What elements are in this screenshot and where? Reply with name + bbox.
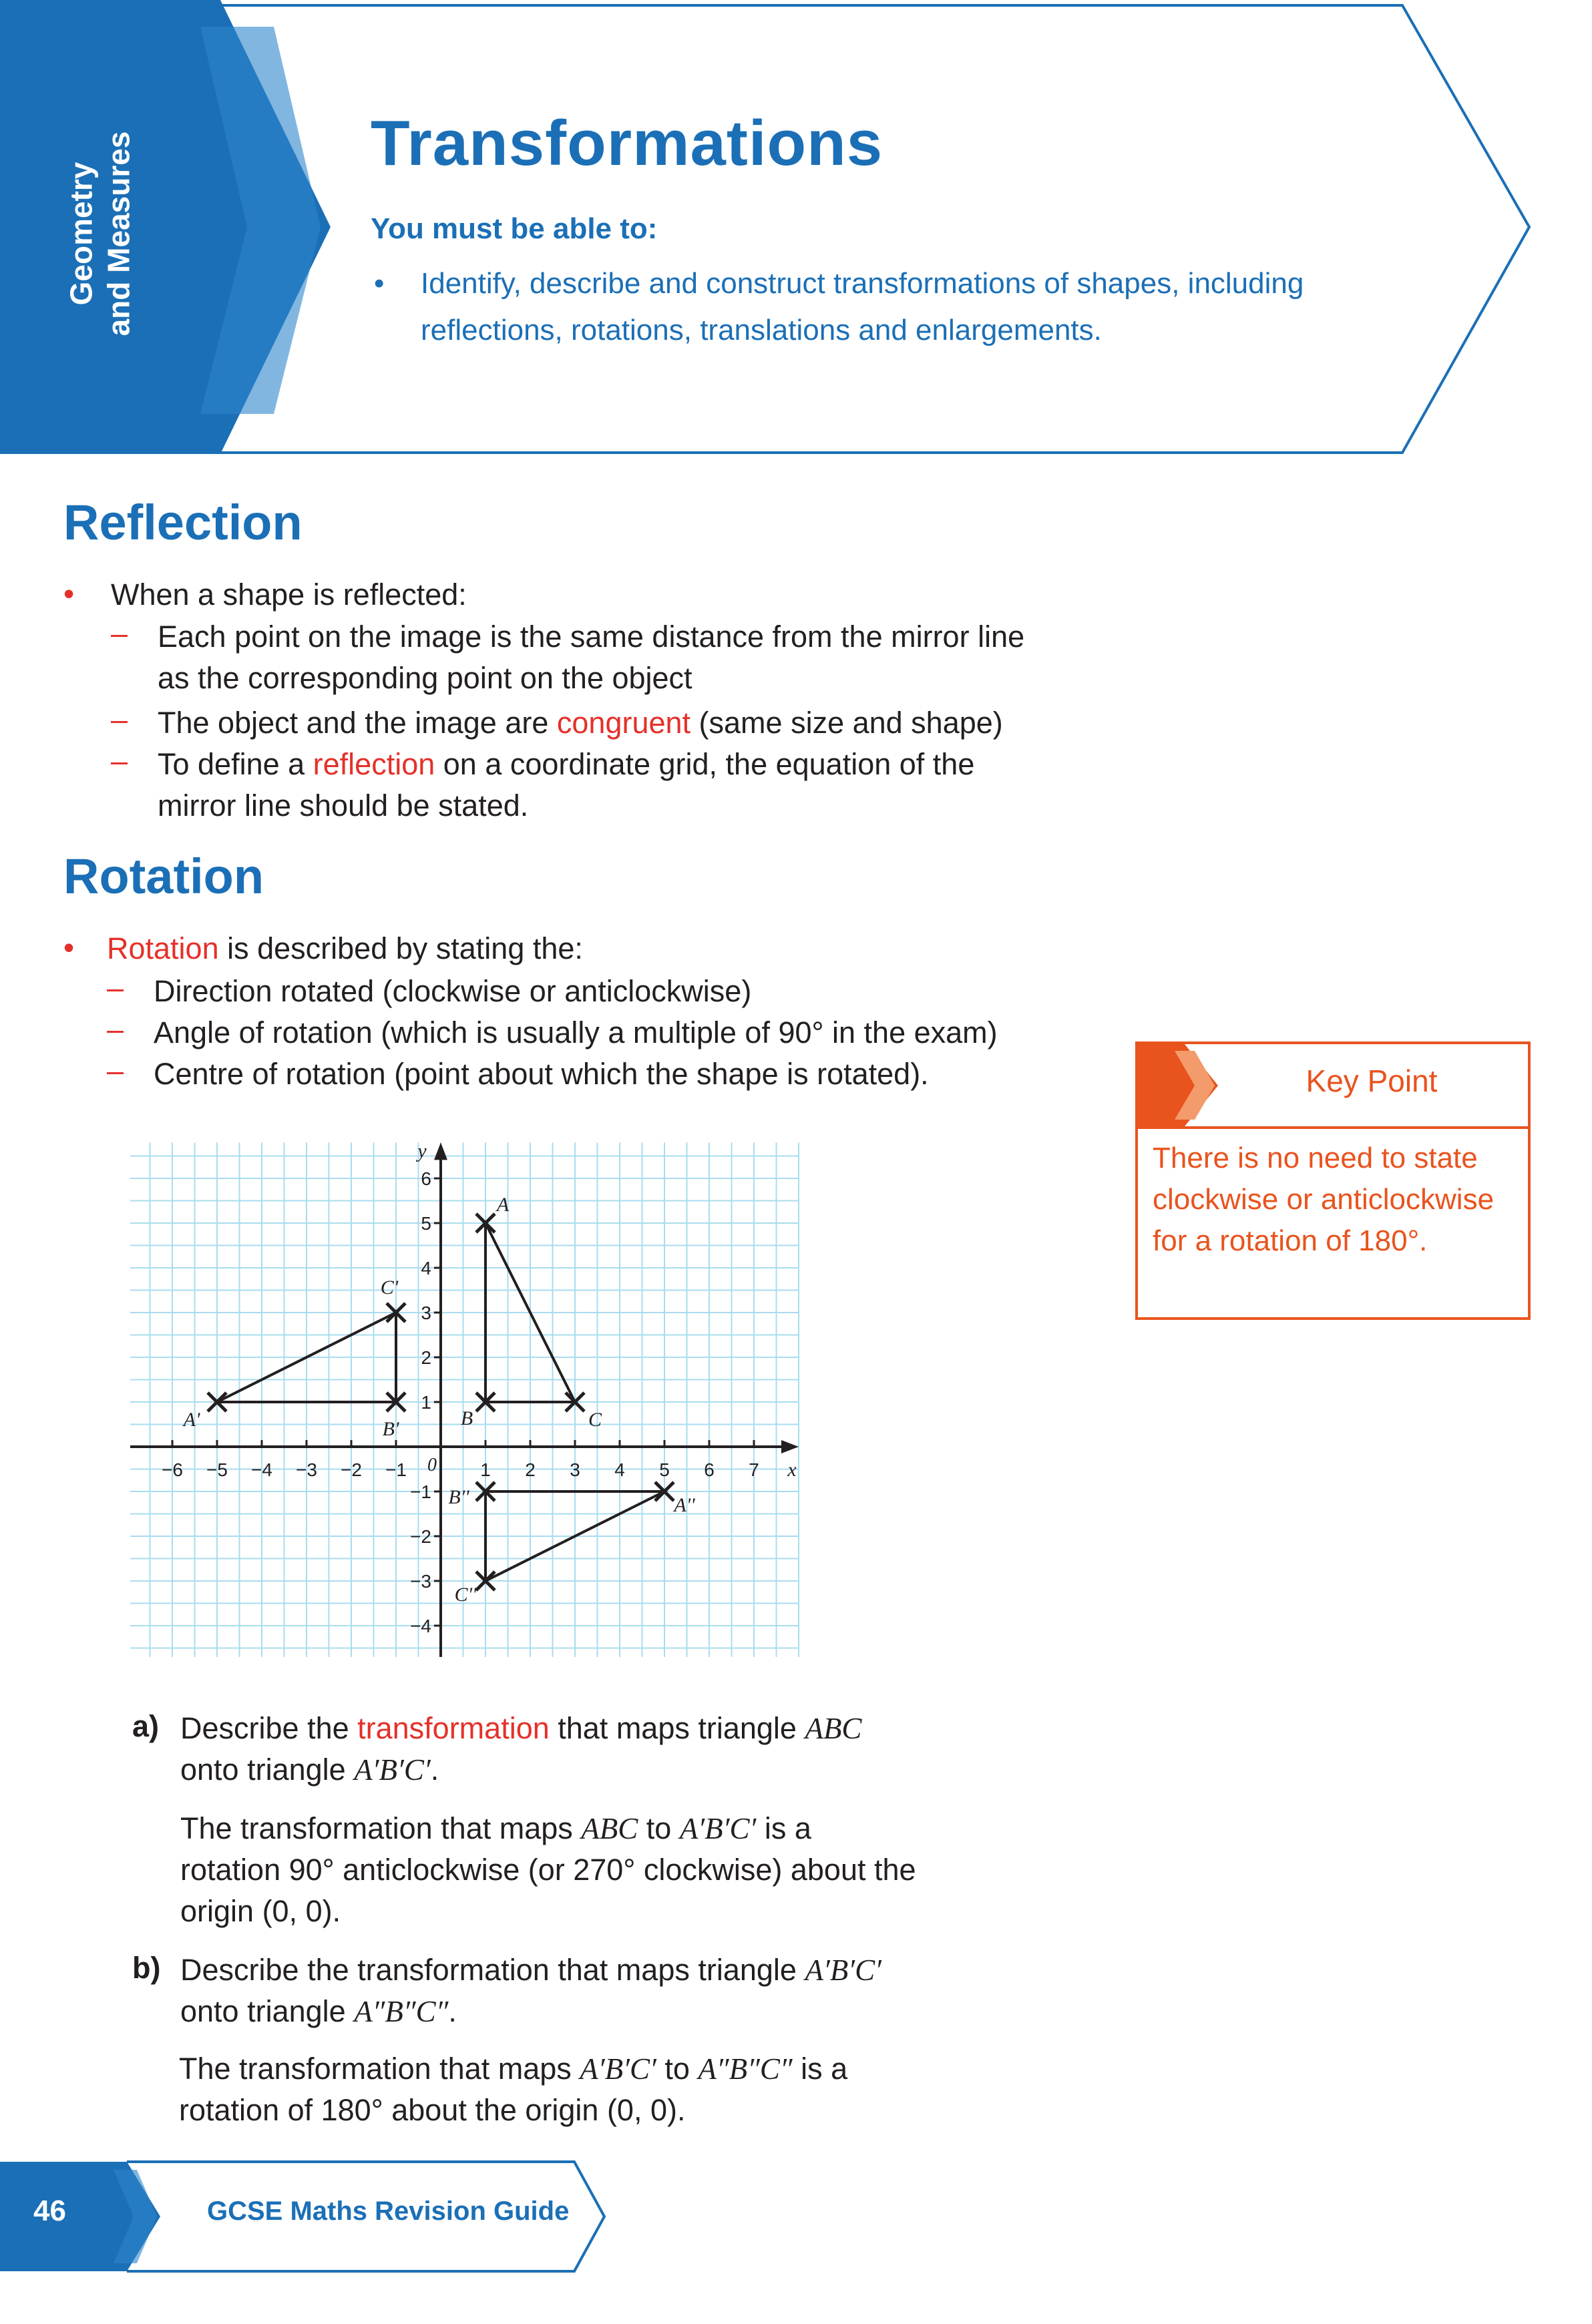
x-tick-label: 6	[704, 1459, 715, 1480]
footer-title: GCSE Maths Revision Guide	[207, 2196, 570, 2226]
key-word-reflection: reflection	[313, 747, 435, 781]
section-tab-line2: and Measures	[101, 131, 136, 336]
question-a	[180, 1708, 1015, 1791]
vertex-label: A''	[674, 1494, 695, 1516]
rotation-intro-text: is described by stating the:	[218, 931, 583, 965]
answer-a-text: The transformation that maps	[180, 1811, 582, 1845]
page-number: 46	[33, 2194, 66, 2227]
vertex-label: B''	[448, 1486, 469, 1508]
rotation-point-1: Direction rotated (clockwise or anticlockwise)	[154, 974, 752, 1008]
answer-a	[180, 1808, 1048, 1932]
key-point-text: There is no need to state clockwise or anticlockwise for a rotation of 180°.	[1153, 1142, 1495, 1257]
key-point-box	[1135, 1041, 1531, 1320]
section-tab	[29, 80, 170, 387]
y-tick-label: −4	[410, 1616, 431, 1636]
answer-b-text: The transformation that maps	[179, 2052, 580, 2086]
answer-b-line2: rotation of 180° about the origin (0, 0).	[179, 2093, 686, 2127]
reflection-point-1: Each point on the image is the same distance from the mirror line as the corresponding point on the object	[158, 620, 1025, 695]
y-tick-label: 1	[421, 1392, 431, 1413]
vertex-label: C'	[380, 1276, 399, 1299]
rotation-heading: Rotation	[63, 849, 264, 904]
y-tick-label: 5	[421, 1213, 431, 1234]
bullet-dot-icon: •	[63, 930, 75, 965]
question-a-onto: onto triangle	[180, 1753, 355, 1787]
dash-icon: –	[107, 971, 124, 1005]
y-tick-label: 4	[421, 1258, 431, 1279]
origin-label: 0	[427, 1455, 437, 1475]
triangle-label: A″B″C″	[354, 1995, 449, 2028]
y-tick-label: 6	[421, 1168, 431, 1189]
answer-b	[179, 2048, 1047, 2131]
dash-icon: –	[111, 616, 128, 650]
y-tick-label: 3	[421, 1303, 431, 1323]
triangle-label: A′B′C′	[354, 1753, 431, 1787]
x-tick-label: 3	[570, 1459, 580, 1480]
y-axis-label: y	[417, 1140, 427, 1162]
answer-b-to: to	[656, 2052, 699, 2086]
reflection-point-2-text: The object and the image are	[158, 706, 557, 740]
answer-a-text-end: is a	[756, 1811, 811, 1845]
x-tick-label: −2	[341, 1459, 362, 1480]
vertex-label: A'	[183, 1409, 200, 1431]
bullet-dot-icon: •	[374, 267, 385, 300]
x-axis-label: x	[787, 1459, 797, 1481]
key-word-transformation: transformation	[357, 1711, 550, 1745]
section-tab-line1: Geometry	[63, 162, 99, 306]
answer-a-line2: rotation 90° anticlockwise (or 270° clockwise) about the	[180, 1853, 916, 1887]
x-tick-label: 2	[525, 1459, 536, 1480]
triangle-label: A′B′C′	[679, 1812, 757, 1845]
question-b	[180, 1949, 1048, 2032]
reflection-intro: When a shape is reflected:	[111, 577, 467, 612]
question-b-label: b)	[132, 1951, 161, 1985]
x-tick-label: 4	[614, 1459, 625, 1480]
key-point-divider	[1138, 1126, 1528, 1129]
answer-a-line1	[180, 1808, 1048, 1849]
reflection-point-2	[158, 702, 1092, 744]
y-tick-label: 2	[421, 1347, 431, 1368]
dash-icon: –	[107, 1012, 124, 1046]
question-a-line1	[180, 1708, 1015, 1749]
x-tick-label: 7	[749, 1459, 759, 1480]
key-point-title: Key Point	[1306, 1064, 1438, 1098]
vertex-label: A	[496, 1194, 510, 1216]
y-axis-arrow-icon	[434, 1142, 447, 1160]
question-b-line1	[180, 1949, 1048, 1991]
reflection-point-3	[158, 744, 1046, 827]
dash-icon: –	[107, 1054, 124, 1088]
triangle-label: A″B″C″	[698, 2052, 793, 2086]
bullet-dot-icon: •	[63, 576, 75, 611]
x-tick-label: −3	[296, 1459, 317, 1480]
x-tick-label: −4	[251, 1459, 272, 1480]
dash-icon: –	[111, 744, 128, 778]
question-a-text-mid: that maps triangle	[549, 1711, 805, 1745]
key-point-arrow-icon	[1138, 1044, 1231, 1126]
reflection-heading: Reflection	[63, 495, 303, 550]
x-tick-label: 1	[480, 1459, 491, 1480]
triangle-label: A′B′C′	[580, 2052, 656, 2086]
x-tick-label: −6	[162, 1459, 183, 1480]
question-b-text: Describe the transformation that maps triangle	[180, 1953, 805, 1987]
dash-icon: –	[111, 702, 128, 736]
question-a-end: .	[430, 1753, 439, 1787]
x-axis-arrow-icon	[781, 1440, 799, 1453]
rotation-point-2: Angle of rotation (which is usually a multiple of 90° in the exam)	[154, 1015, 998, 1050]
vertex-label: B	[460, 1407, 473, 1429]
reflection-point-3-text-end: on a coordinate grid, the equation of the mirror line should be stated.	[158, 747, 975, 823]
answer-a-line3: origin (0, 0).	[180, 1894, 341, 1928]
answer-b-text-end: is a	[792, 2052, 848, 2086]
vertex-label: C''	[454, 1584, 477, 1606]
question-a-text: Describe the	[180, 1711, 358, 1745]
key-word-congruent: congruent	[556, 706, 691, 740]
reflection-point-2-text-end: (same size and shape)	[690, 706, 1003, 740]
objective-text: Identify, describe and construct transformations of shapes, including reflections, rotations, translations and enlargements.	[421, 267, 1304, 346]
triangle-label: ABC	[581, 1812, 638, 1845]
header-band	[0, 0, 1592, 467]
answer-a-to: to	[638, 1811, 680, 1845]
triangle-label: ABC	[805, 1712, 862, 1745]
question-a-label: a)	[132, 1709, 160, 1743]
page-title: Transformations	[371, 107, 883, 179]
question-a-line2	[180, 1749, 1015, 1791]
rotation-graph	[130, 1128, 811, 1676]
rotation-point-3: Centre of rotation (point about which the shape is rotated).	[154, 1057, 929, 1091]
triangle-label: A′B′C′	[805, 1953, 881, 1987]
x-tick-label: −5	[206, 1459, 228, 1480]
x-tick-label: 5	[659, 1459, 670, 1480]
reflection-point-3-text: To define a	[158, 747, 313, 781]
vertex-label: B'	[382, 1418, 399, 1440]
question-b-end: .	[448, 1994, 457, 2028]
objectives-heading: You must be able to:	[371, 212, 658, 245]
question-b-line2	[180, 1991, 1048, 2032]
vertex-label: C	[588, 1409, 602, 1431]
key-word-rotation: Rotation	[107, 931, 219, 965]
question-b-onto: onto triangle	[180, 1994, 355, 2028]
y-tick-label: −2	[410, 1526, 431, 1547]
y-tick-label: −3	[410, 1571, 431, 1592]
rotation-intro	[107, 928, 583, 969]
y-tick-label: −1	[410, 1481, 431, 1502]
x-tick-label: −1	[385, 1459, 407, 1480]
answer-b-line1	[179, 2048, 1047, 2090]
